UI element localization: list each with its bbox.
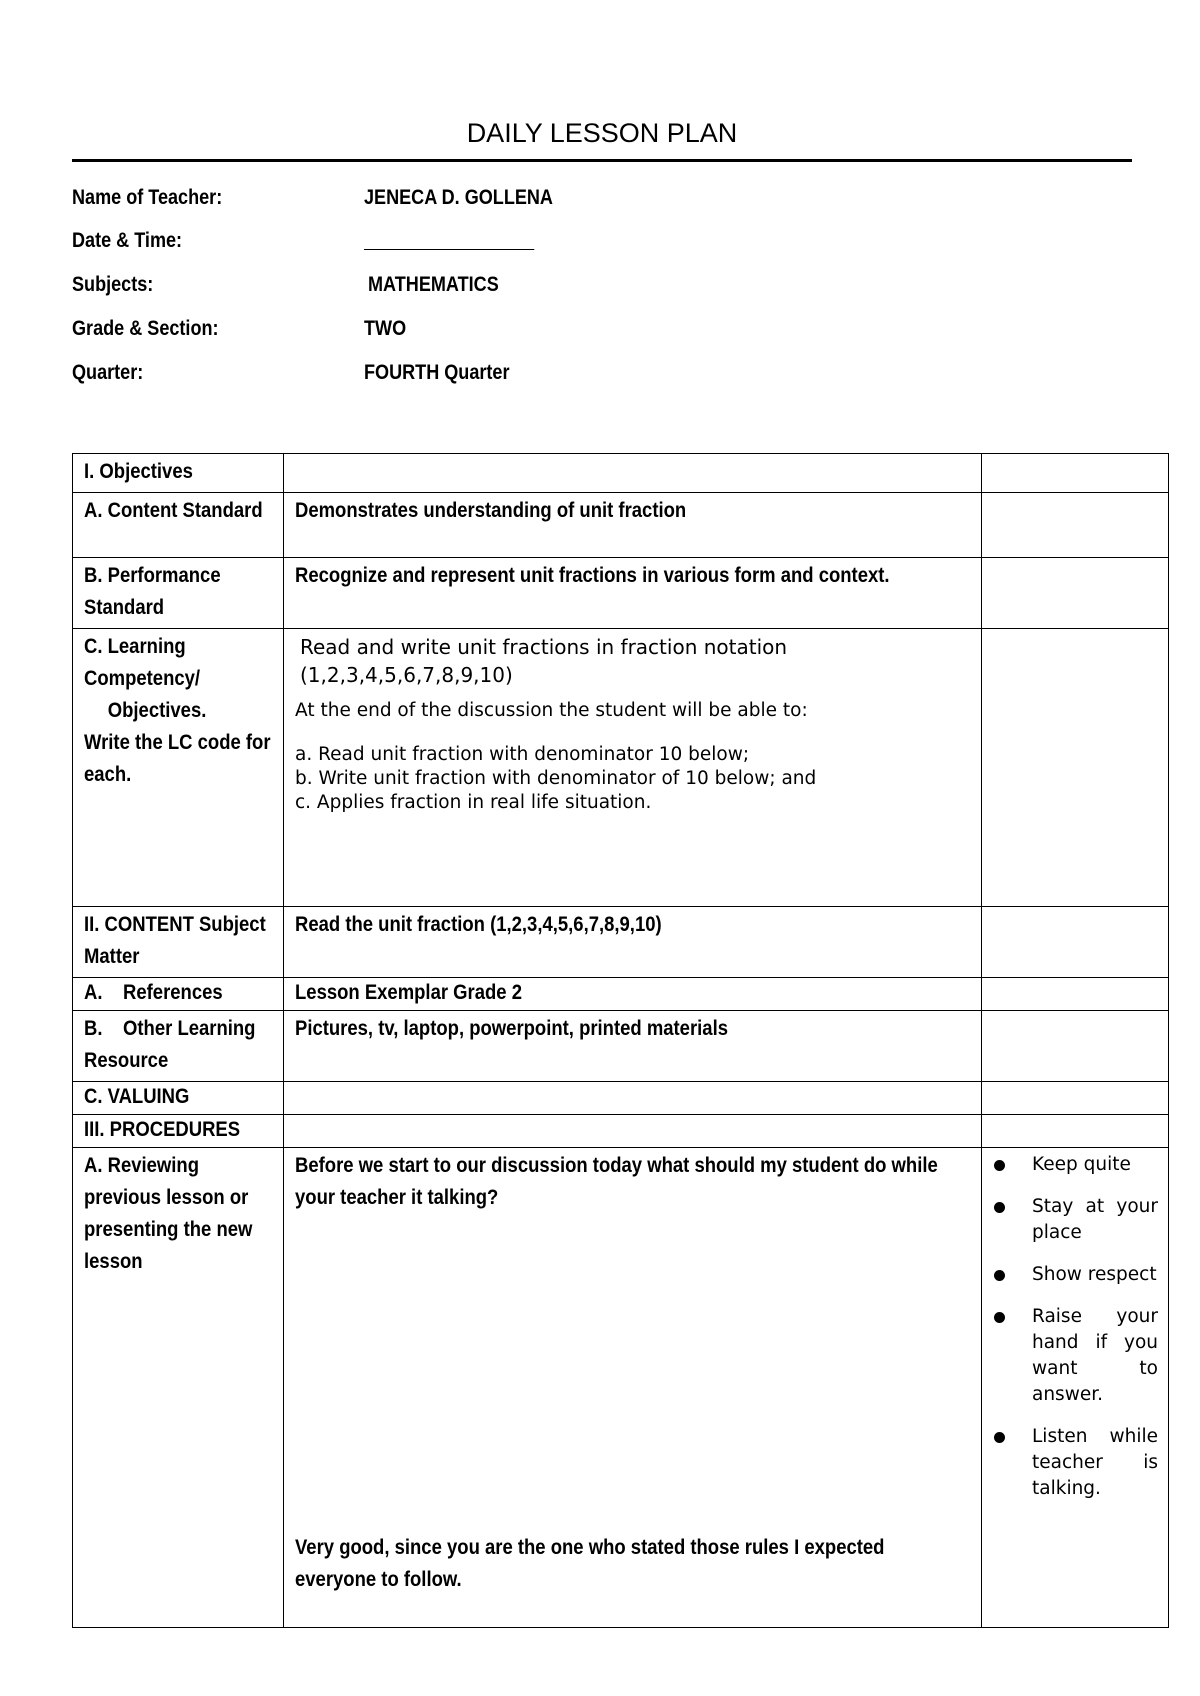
list-item: Listen while teacher is talking. <box>990 1424 1158 1502</box>
lc-objective-c: c. Applies fraction in real life situation. <box>295 792 652 813</box>
content-value: Read the unit fraction (1,2,3,4,5,6,7,8,9,10) <box>284 907 982 978</box>
teacher-label: Name of Teacher: <box>72 186 223 209</box>
list-item: Raise your hand if you want to answer. <box>990 1304 1158 1408</box>
references-notes <box>982 978 1169 1011</box>
table-row <box>73 907 1169 978</box>
date-value <box>364 229 534 256</box>
valuing-notes <box>982 1082 1169 1115</box>
objectives-empty <box>284 454 982 493</box>
performance-standard-notes <box>982 558 1169 629</box>
references-value: Lesson Exemplar Grade 2 <box>284 978 982 1011</box>
list-item: Show respect <box>990 1262 1158 1288</box>
learning-competency-label: C. Learning Competency/ Objectives. Write the LC code for each. <box>73 629 284 907</box>
reviewing-rules <box>982 1148 1169 1628</box>
table-row <box>73 978 1169 1011</box>
learning-competency-value <box>284 629 982 907</box>
other-resources-label: B. Other Learning Resource <box>73 1011 284 1082</box>
rules-list <box>990 1152 1158 1502</box>
performance-standard-label: B. Performance Standard <box>73 558 284 629</box>
reviewing-followup: Very good, since you are the one who stated those rules I expected everyone to follow. <box>295 1536 885 1591</box>
grade-value: TWO <box>364 317 407 340</box>
quarter-label: Quarter: <box>72 361 144 384</box>
reviewing-label: A. Reviewing previous lesson or presenting the new lesson <box>73 1148 284 1628</box>
other-resources-value: Pictures, tv, laptop, powerpoint, printed materials <box>284 1011 982 1082</box>
procedures-value <box>284 1115 982 1148</box>
table-row <box>73 1148 1169 1628</box>
content-standard-label: A. Content Standard <box>73 493 284 558</box>
grade-label: Grade & Section: <box>72 317 219 340</box>
table-row <box>73 629 1169 907</box>
procedures-notes <box>982 1115 1169 1148</box>
content-standard-value: Demonstrates understanding of unit fraction <box>284 493 982 558</box>
subjects-label: Subjects: <box>72 273 154 296</box>
lc-intro: At the end of the discussion the student will be able to: <box>295 700 808 721</box>
content-label: II. CONTENT Subject Matter <box>73 907 284 978</box>
quarter-value: FOURTH Quarter <box>364 361 510 384</box>
performance-standard-value: Recognize and represent unit fractions in various form and context. <box>284 558 982 629</box>
objectives-notes <box>982 454 1169 493</box>
teacher-value: JENECA D. GOLLENA <box>364 186 553 209</box>
lc-notation: Read and write unit fractions in fraction notation (1,2,3,4,5,6,7,8,9,10) <box>300 635 788 687</box>
other-resources-notes <box>982 1011 1169 1082</box>
content-notes <box>982 907 1169 978</box>
table-row <box>73 454 1169 493</box>
date-blank-line <box>364 229 534 250</box>
table-row <box>73 1082 1169 1115</box>
learning-competency-notes <box>982 629 1169 907</box>
date-label: Date & Time: <box>72 229 183 252</box>
lc-objective-a: a. Read unit fraction with denominator 10 below; <box>295 744 750 765</box>
procedures-label: III. PROCEDURES <box>73 1115 284 1148</box>
lc-objective-b: b. Write unit fraction with denominator of 10 below; and <box>295 768 817 789</box>
list-item: Keep quite <box>990 1152 1158 1178</box>
list-item: Stay at your place <box>990 1194 1158 1246</box>
references-label: A. References <box>73 978 284 1011</box>
table-row <box>73 1115 1169 1148</box>
valuing-value <box>284 1082 982 1115</box>
reviewing-question: Before we start to our discussion today what should my student do while your teacher it talking? <box>295 1154 938 1209</box>
title-divider <box>72 159 1132 162</box>
content-standard-notes <box>982 493 1169 558</box>
page-title: DAILY LESSON PLAN <box>466 118 738 148</box>
subjects-value: MATHEMATICS <box>368 273 499 296</box>
valuing-label: C. VALUING <box>73 1082 284 1115</box>
reviewing-value <box>284 1148 982 1628</box>
lesson-plan-table <box>72 453 1169 1628</box>
objectives-heading: I. Objectives <box>73 454 284 493</box>
table-row <box>73 558 1169 629</box>
table-row <box>73 1011 1169 1082</box>
table-row <box>73 493 1169 558</box>
